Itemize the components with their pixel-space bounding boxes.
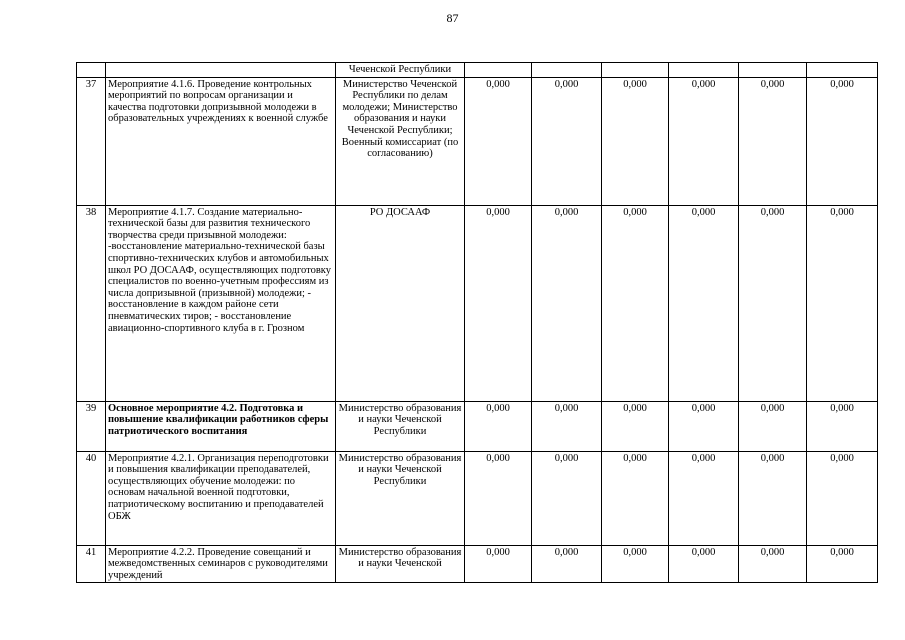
funding-value-cell: 0,000 xyxy=(532,451,602,545)
activity-description: Мероприятие 4.1.6. Проведение контрольных мероприятий по вопросам организации и качества подготовки допризывной молодежи в образовательных учреждениях к военной службе xyxy=(106,77,336,205)
responsible-executor: Чеченской Республики xyxy=(336,63,465,78)
table-row xyxy=(77,401,878,451)
funding-value-cell: 0,000 xyxy=(807,205,878,401)
activity-description: Мероприятие 4.2.2. Проведение совещаний и межведомственных семинаров с руководителями учреждений xyxy=(106,545,336,583)
funding-value-cell: 0,000 xyxy=(669,401,739,451)
activity-description: Мероприятие 4.1.7. Создание материально-технической базы для развития технического творчества среди призывной молодежи: -восстановление материально-технической базы спортивно-технических клубов и автомобильных школ РО ДОСААФ, осуществляющих подготовку специалистов по военно-учетным профессиям из числа допризывной (призывной) молодежи; - восстановление в каждом районе сети пневматических тиров; - восстановление авиационно-спортивного клуба в г. Грозном xyxy=(106,205,336,401)
activity-description xyxy=(106,63,336,78)
table-row xyxy=(77,205,878,401)
funding-value-cell xyxy=(669,63,739,78)
funding-value-cell: 0,000 xyxy=(465,401,532,451)
funding-value-cell: 0,000 xyxy=(739,545,807,583)
funding-value-cell: 0,000 xyxy=(807,545,878,583)
funding-value-cell: 0,000 xyxy=(532,77,602,205)
responsible-executor: РО ДОСААФ xyxy=(336,205,465,401)
funding-value-cell xyxy=(465,63,532,78)
responsible-executor: Министерство образования и науки Чеченской xyxy=(336,545,465,583)
row-number: 41 xyxy=(77,545,106,583)
funding-value-cell: 0,000 xyxy=(532,205,602,401)
row-number xyxy=(77,63,106,78)
funding-value-cell: 0,000 xyxy=(602,451,669,545)
table-row xyxy=(77,451,878,545)
responsible-executor: Министерство образования и науки Чеченской Республики xyxy=(336,401,465,451)
funding-value-cell xyxy=(602,63,669,78)
responsible-executor: Министерство образования и науки Чеченской Республики xyxy=(336,451,465,545)
funding-value-cell: 0,000 xyxy=(465,451,532,545)
program-activities-table xyxy=(76,62,878,583)
funding-value-cell: 0,000 xyxy=(669,451,739,545)
table-row xyxy=(77,63,878,78)
funding-value-cell: 0,000 xyxy=(465,545,532,583)
funding-value-cell: 0,000 xyxy=(807,401,878,451)
funding-value-cell: 0,000 xyxy=(602,401,669,451)
page-number: 87 xyxy=(446,11,459,25)
funding-value-cell: 0,000 xyxy=(807,451,878,545)
funding-value-cell xyxy=(739,63,807,78)
funding-value-cell: 0,000 xyxy=(602,205,669,401)
funding-value-cell: 0,000 xyxy=(807,77,878,205)
funding-value-cell: 0,000 xyxy=(602,77,669,205)
funding-value-cell: 0,000 xyxy=(465,77,532,205)
funding-value-cell: 0,000 xyxy=(669,205,739,401)
responsible-executor: Министерство Чеченской Республики по делам молодежи; Министерство образования и науки Чеченской Республики; Военный комиссариат (по согласованию) xyxy=(336,77,465,205)
table-row xyxy=(77,77,878,205)
row-number: 40 xyxy=(77,451,106,545)
funding-value-cell: 0,000 xyxy=(739,205,807,401)
funding-value-cell: 0,000 xyxy=(739,451,807,545)
funding-value-cell: 0,000 xyxy=(739,401,807,451)
funding-value-cell xyxy=(532,63,602,78)
funding-value-cell xyxy=(807,63,878,78)
funding-value-cell: 0,000 xyxy=(669,77,739,205)
funding-value-cell: 0,000 xyxy=(465,205,532,401)
funding-value-cell: 0,000 xyxy=(532,545,602,583)
funding-value-cell: 0,000 xyxy=(602,545,669,583)
table-row xyxy=(77,545,878,583)
activity-description: Основное мероприятие 4.2. Подготовка и повышение квалификации работников сферы патриотического воспитания xyxy=(106,401,336,451)
row-number: 38 xyxy=(77,205,106,401)
activity-description: Мероприятие 4.2.1. Организация переподготовки и повышения квалификации преподавателей, осуществляющих обучение молодежи: по основам начальной военной подготовки, патриотическому воспитанию и преподавателей ОБЖ xyxy=(106,451,336,545)
funding-value-cell: 0,000 xyxy=(739,77,807,205)
row-number: 39 xyxy=(77,401,106,451)
funding-value-cell: 0,000 xyxy=(669,545,739,583)
table-body xyxy=(77,63,878,583)
row-number: 37 xyxy=(77,77,106,205)
funding-value-cell: 0,000 xyxy=(532,401,602,451)
